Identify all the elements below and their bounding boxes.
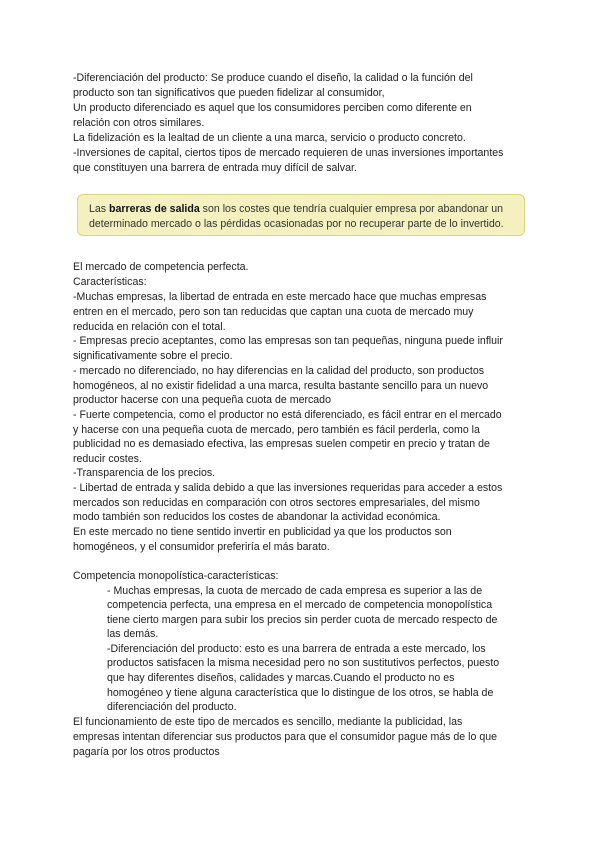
paragraph-line: - Empresas precio aceptantes, como las empresas son tan pequeñas, ninguna puede influir [73,335,503,347]
paragraph-line: empresas intentan diferenciar sus productos para que el consumidor pague más de lo que [73,731,498,743]
section-title: El mercado de competencia perfecta. [73,261,249,273]
indented-line: homogéneo y tiene alguna característica que lo distingue de los otros, se habla de [107,687,494,699]
callout-line-1 [89,202,503,217]
paragraph-line: Un producto diferenciado es aquel que los consumidores perciben como diferente en [73,102,472,114]
indented-line: que hay diferentes diseños, calidades y marcas.Cuando el producto no es [107,672,455,684]
indented-line: diferenciación del producto. [107,701,237,713]
paragraph-line: homogéneos, al no existir fidelidad a una marca, resulta bastante sencillo para un nuevo [73,380,489,392]
paragraph-line: que constituyen una barrera de entrada muy difícil de salvar. [73,162,357,174]
paragraph-line: -Muchas empresas, la libertad de entrada en este mercado hace que muchas empresas [73,291,487,303]
indented-line: -Diferenciación del producto: esto es una barrera de entrada a este mercado, los [107,643,486,655]
indented-line: competencia perfecta, una empresa en el mercado de competencia monopolística [107,599,493,611]
paragraph-line: pagaría por los otros productos [73,746,220,758]
indented-line: productos satisfacen la misma necesidad pero no son sustitutivos perfectos, puesto [107,657,500,669]
callout-line-2: determinado mercado o las pérdidas ocasionadas por no recuperar parte de lo invertido. [89,218,504,230]
paragraph-line: Características: [73,276,147,288]
paragraph-line: - mercado no diferenciado, no hay diferencias en la calidad del producto, son productos [73,365,485,377]
paragraph-line: reducida en relación con el total. [73,321,226,333]
paragraph-line: En este mercado no tiene sentido invertir en publicidad ya que los productos son [73,526,452,538]
paragraph-line: -Inversiones de capital, ciertos tipos de mercado requieren de unas inversiones importantes [73,147,504,159]
section-title: Competencia monopolística-características: [73,570,279,582]
paragraph-line: El funcionamiento de este tipo de mercados es sencillo, mediante la publicidad, las [73,716,463,728]
callout-text: Las [89,203,110,215]
paragraph-line: significativamente sobre el precio. [73,350,233,362]
paragraph-line: -Transparencia de los precios. [73,467,216,479]
paragraph-line: producto son tan significativos que pueden fidelizar al consumidor, [73,87,385,99]
paragraph-line: - Libertad de entrada y salida debido a que las inversiones requeridas para acceder a estos [73,482,503,494]
definition-callout [77,194,525,236]
paragraph-line: homogéneos, y el consumidor preferiría el más barato. [73,541,330,553]
paragraph-line: y hacerse con una pequeña cuota de mercado, pero también es fácil perderla, como la [73,424,480,436]
paragraph-line: entren en el mercado, pero son tan reducidas que captan una cuota de mercado muy [73,306,474,318]
paragraph-line: - Fuerte competencia, como el productor no está diferenciado, es fácil entrar en el mercado [73,409,502,421]
paragraph-line: publicidad no es demasiado efectiva, las empresas suelen competir en precio y tratan de [73,438,490,450]
paragraph-line: relación con otros similares. [73,117,205,129]
indented-line: - Muchas empresas, la cuota de mercado de cada empresa es superior a las de [107,585,483,597]
paragraph-line: modo también son reducidos los costes de abandonar la actividad económica. [73,511,441,523]
paragraph-line: reducir costes. [73,453,142,465]
callout-text: son los costes que tendría cualquier empresa por abandonar un [199,203,504,215]
indented-line: las demás. [107,628,159,640]
paragraph-line: mercados son reducidas en comparación con otros sectores empresariales, del mismo [73,497,480,509]
paragraph-line: -Diferenciación del producto: Se produce cuando el diseño, la calidad o la función del [73,72,473,84]
paragraph-line: productor hacerse con una pequeña cuota de mercado [73,394,331,406]
indented-line: tiene cierto margen para subir los precios sin perder cuota de mercado respecto de [107,614,498,626]
callout-term: barreras de salida [109,203,200,215]
paragraph-line: La fidelización es la lealtad de un cliente a una marca, servicio o producto concreto. [73,132,466,144]
